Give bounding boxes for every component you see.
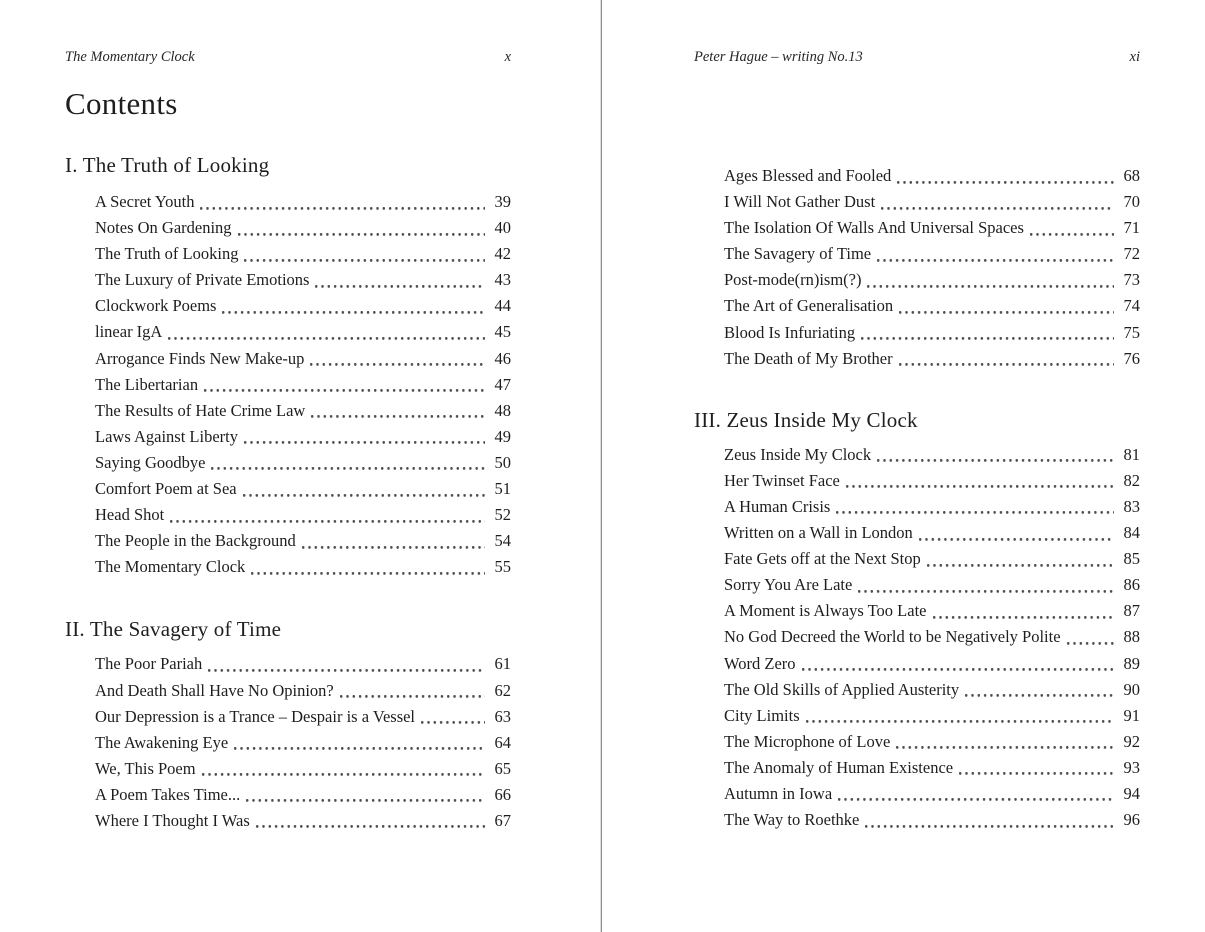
- toc-list-zeus-inside-my-clock: [694, 442, 1140, 833]
- toc-entry-title: linear IgA: [95, 322, 163, 342]
- toc-entry-title: The Old Skills of Applied Austerity: [724, 679, 960, 699]
- toc-entry-page-number: 52: [494, 505, 511, 525]
- toc-entry-title: The Isolation Of Walls And Universal Spaces: [724, 218, 1024, 238]
- toc-entry-title: Sorry You Are Late: [724, 575, 853, 595]
- dot-leader: [221, 293, 485, 319]
- left-running-header-title: The Momentary Clock: [65, 49, 195, 65]
- toc-entry-page-number: 46: [494, 348, 511, 368]
- toc-entry: [694, 520, 1140, 546]
- toc-entry-page-number: 65: [494, 758, 511, 778]
- toc-entry-title: A Moment is Always Too Late: [724, 601, 927, 621]
- dot-leader: [805, 703, 1114, 729]
- toc-entry-title: Fate Gets off at the Next Stop: [724, 549, 921, 569]
- toc-entry: [65, 678, 511, 704]
- dot-leader: [895, 729, 1114, 755]
- toc-entry-page-number: 93: [1123, 757, 1140, 777]
- toc-entry-page-number: 86: [1123, 575, 1140, 595]
- toc-entry: [65, 756, 511, 782]
- dot-leader: [926, 546, 1114, 572]
- dot-leader: [835, 494, 1114, 520]
- toc-entry-title: Zeus Inside My Clock: [724, 444, 872, 464]
- toc-entry: [694, 677, 1140, 703]
- toc-entry-title: A Poem Takes Time...: [95, 784, 241, 804]
- toc-entry-title: The People in the Background: [95, 531, 296, 551]
- dot-leader: [857, 572, 1114, 598]
- toc-entry-title: Comfort Poem at Sea: [95, 479, 237, 499]
- toc-entry-title: No God Decreed the World to be Negatively Polite: [724, 627, 1061, 647]
- toc-entry-title: I Will Not Gather Dust: [724, 192, 876, 212]
- dot-leader: [918, 520, 1114, 546]
- left-page: [65, 48, 511, 834]
- dot-leader: [210, 450, 485, 476]
- toc-entry-page-number: 64: [494, 732, 511, 752]
- dot-leader: [243, 424, 485, 450]
- toc-entry-title: A Secret Youth: [95, 192, 195, 211]
- toc-entry: [694, 651, 1140, 677]
- toc-entry-title: Written on a Wall in London: [724, 523, 913, 543]
- toc-entry: [694, 807, 1140, 833]
- toc-entry-page-number: 51: [494, 479, 511, 499]
- toc-list-truth-of-looking: [65, 189, 511, 580]
- toc-entry: [694, 241, 1140, 267]
- dot-leader: [314, 267, 485, 293]
- toc-entry-page-number: 43: [494, 270, 511, 290]
- right-page: [694, 48, 1140, 833]
- toc-entry-page-number: 75: [1123, 322, 1140, 342]
- toc-list-savagery-of-time-continued: [694, 163, 1140, 372]
- toc-entry-page-number: 61: [494, 654, 511, 674]
- dot-leader: [203, 372, 485, 398]
- dot-leader: [864, 807, 1114, 833]
- right-running-header: [694, 48, 1140, 66]
- left-running-header-page-number: x: [504, 49, 511, 65]
- dot-leader: [250, 554, 485, 580]
- toc-entry-title: Clockwork Poems: [95, 296, 217, 316]
- toc-entry-page-number: 84: [1123, 523, 1140, 543]
- toc-entry-title: The Momentary Clock: [95, 557, 246, 577]
- toc-entry-page-number: 81: [1123, 444, 1140, 464]
- toc-entry: [694, 163, 1140, 189]
- dot-leader: [876, 442, 1114, 468]
- toc-entry-title: Arrogance Finds New Make-up: [95, 348, 305, 368]
- dot-leader: [339, 678, 485, 704]
- toc-entry-title: Her Twinset Face: [724, 470, 840, 490]
- toc-entry-page-number: 62: [494, 680, 511, 700]
- dot-leader: [898, 346, 1114, 372]
- section-heading-savagery-of-time: II. The Savagery of Time: [65, 617, 282, 642]
- toc-entry: [694, 468, 1140, 494]
- toc-entry-title: And Death Shall Have No Opinion?: [95, 680, 334, 700]
- toc-entry: [65, 267, 511, 293]
- dot-leader: [201, 756, 485, 782]
- dot-leader: [233, 730, 485, 756]
- toc-entry-title: We, This Poem: [95, 758, 196, 778]
- toc-entry-page-number: 92: [1123, 731, 1140, 751]
- toc-entry-page-number: 82: [1123, 470, 1140, 490]
- toc-entry-title: The Awakening Eye: [95, 732, 229, 752]
- toc-entry: [694, 346, 1140, 372]
- toc-entry-title: Our Depression is a Trance – Despair is a Vessel: [95, 706, 416, 726]
- toc-entry-page-number: 90: [1123, 679, 1140, 699]
- toc-entry-page-number: 54: [494, 531, 511, 551]
- toc-entry-title: Laws Against Liberty: [95, 426, 238, 446]
- toc-entry: [694, 729, 1140, 755]
- toc-entry: [694, 781, 1140, 807]
- toc-entry-page-number: 94: [1123, 783, 1140, 803]
- toc-entry-title: The Results of Hate Crime Law: [95, 400, 306, 420]
- toc-entry: [694, 624, 1140, 650]
- dot-leader: [199, 189, 485, 215]
- dot-leader: [243, 241, 485, 267]
- toc-entry-page-number: 45: [494, 322, 511, 342]
- toc-entry: [694, 598, 1140, 624]
- dot-leader: [958, 755, 1114, 781]
- dot-leader: [837, 781, 1114, 807]
- toc-entry: [694, 703, 1140, 729]
- dot-leader: [420, 704, 485, 730]
- toc-entry-title: The Libertarian: [95, 374, 199, 394]
- toc-entry-page-number: 48: [494, 400, 511, 420]
- toc-entry: [65, 808, 511, 834]
- toc-entry-page-number: 88: [1123, 627, 1140, 647]
- left-running-header: [65, 48, 511, 66]
- toc-entry: [65, 189, 511, 215]
- toc-entry-page-number: 85: [1123, 549, 1140, 569]
- toc-entry: [694, 572, 1140, 598]
- right-running-header-title: Peter Hague – writing No.13: [694, 49, 863, 65]
- toc-entry: [694, 293, 1140, 319]
- toc-entry-page-number: 63: [494, 706, 511, 726]
- dot-leader: [1029, 215, 1114, 241]
- toc-entry-title: The Poor Pariah: [95, 654, 203, 674]
- toc-entry: [65, 398, 511, 424]
- toc-entry: [65, 528, 511, 554]
- toc-entry-page-number: 74: [1123, 296, 1140, 316]
- dot-leader: [898, 293, 1114, 319]
- toc-entry-page-number: 39: [494, 192, 511, 211]
- toc-entry-page-number: 67: [494, 810, 511, 830]
- toc-entry: [694, 320, 1140, 346]
- toc-entry-title: Ages Blessed and Fooled: [724, 166, 892, 185]
- toc-entry-title: Blood Is Infuriating: [724, 322, 856, 342]
- page-gutter-divider: [601, 0, 602, 932]
- toc-entry-page-number: 44: [494, 296, 511, 316]
- dot-leader: [237, 215, 485, 241]
- toc-entry-page-number: 66: [494, 784, 511, 804]
- dot-leader: [169, 502, 485, 528]
- toc-entry-title: The Luxury of Private Emotions: [95, 270, 310, 290]
- toc-entry-title: The Way to Roethke: [724, 810, 860, 830]
- toc-entry-title: City Limits: [724, 705, 800, 725]
- toc-entry-page-number: 76: [1123, 348, 1140, 368]
- toc-entry: [65, 476, 511, 502]
- toc-entry-title: The Truth of Looking: [95, 244, 239, 264]
- toc-entry-page-number: 83: [1123, 496, 1140, 516]
- toc-entry-title: Word Zero: [724, 653, 796, 673]
- toc-entry: [65, 241, 511, 267]
- dot-leader: [880, 189, 1114, 215]
- toc-entry-title: Notes On Gardening: [95, 218, 232, 238]
- dot-leader: [876, 241, 1114, 267]
- toc-entry-title: A Human Crisis: [724, 496, 831, 516]
- dot-leader: [896, 163, 1114, 189]
- toc-entry: [694, 189, 1140, 215]
- toc-entry: [694, 755, 1140, 781]
- toc-entry-page-number: 89: [1123, 653, 1140, 673]
- toc-entry-title: Where I Thought I Was: [95, 810, 250, 830]
- toc-entry: [65, 651, 511, 677]
- dot-leader: [801, 651, 1114, 677]
- toc-entry-page-number: 42: [494, 244, 511, 264]
- toc-entry-page-number: 71: [1123, 218, 1140, 238]
- dot-leader: [242, 476, 485, 502]
- dot-leader: [866, 267, 1114, 293]
- toc-entry: [65, 424, 511, 450]
- toc-entry: [65, 346, 511, 372]
- toc-entry: [65, 730, 511, 756]
- toc-entry-title: The Art of Generalisation: [724, 296, 894, 316]
- dot-leader: [255, 808, 485, 834]
- toc-entry-page-number: 49: [494, 426, 511, 446]
- dot-leader: [309, 346, 485, 372]
- dot-leader: [860, 320, 1114, 346]
- toc-entry: [694, 494, 1140, 520]
- dot-leader: [301, 528, 485, 554]
- toc-entry: [65, 704, 511, 730]
- toc-entry: [694, 267, 1140, 293]
- toc-entry: [65, 554, 511, 580]
- toc-entry-page-number: 73: [1123, 270, 1140, 290]
- toc-entry: [65, 450, 511, 476]
- toc-entry: [65, 782, 511, 808]
- toc-entry: [65, 502, 511, 528]
- toc-entry-page-number: 47: [494, 374, 511, 394]
- toc-entry: [65, 215, 511, 241]
- contents-title: Contents: [65, 86, 178, 121]
- toc-entry-title: The Death of My Brother: [724, 348, 893, 368]
- toc-entry-page-number: 87: [1123, 601, 1140, 621]
- toc-entry: [694, 442, 1140, 468]
- toc-entry: [65, 293, 511, 319]
- dot-leader: [207, 651, 485, 677]
- toc-list-savagery-of-time: [65, 651, 511, 834]
- toc-entry-page-number: 72: [1123, 244, 1140, 264]
- toc-entry-title: The Anomaly of Human Existence: [724, 757, 954, 777]
- toc-entry-page-number: 70: [1123, 192, 1140, 212]
- toc-entry-page-number: 50: [494, 452, 511, 472]
- dot-leader: [964, 677, 1114, 703]
- section-heading-truth-of-looking: I. The Truth of Looking: [65, 153, 270, 177]
- toc-entry-page-number: 68: [1123, 166, 1140, 185]
- toc-entry-page-number: 55: [494, 557, 511, 577]
- toc-entry-page-number: 91: [1123, 705, 1140, 725]
- dot-leader: [167, 319, 485, 345]
- toc-entry-title: Autumn in Iowa: [724, 783, 833, 803]
- toc-entry: [65, 372, 511, 398]
- dot-leader: [1066, 624, 1114, 650]
- dot-leader: [310, 398, 485, 424]
- toc-entry-title: Post-mode(rn)ism(?): [724, 270, 862, 290]
- toc-entry: [65, 319, 511, 345]
- toc-entry-title: Saying Goodbye: [95, 452, 206, 472]
- toc-entry: [694, 215, 1140, 241]
- toc-entry-title: The Microphone of Love: [724, 731, 891, 751]
- toc-entry-title: The Savagery of Time: [724, 244, 872, 264]
- right-running-header-page-number: xi: [1129, 49, 1140, 65]
- toc-entry: [694, 546, 1140, 572]
- dot-leader: [845, 468, 1114, 494]
- toc-entry-title: Head Shot: [95, 505, 165, 525]
- section-heading-zeus-inside-my-clock: III. Zeus Inside My Clock: [694, 407, 918, 432]
- dot-leader: [932, 598, 1115, 624]
- toc-entry-page-number: 40: [494, 218, 511, 238]
- dot-leader: [245, 782, 485, 808]
- toc-entry-page-number: 96: [1123, 810, 1140, 830]
